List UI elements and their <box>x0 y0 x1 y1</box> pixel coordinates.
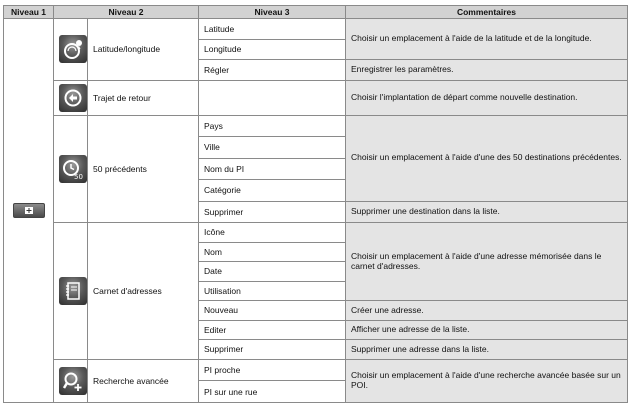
level3-item <box>199 80 346 115</box>
table-row <box>4 80 628 115</box>
globe-pin-icon <box>59 35 87 63</box>
level2-previous-50: 50 précédents <box>88 115 199 223</box>
navigation-menu-icon <box>13 203 45 218</box>
header-level1: Niveau 1 <box>4 6 54 19</box>
level3-item: Ville <box>199 137 346 159</box>
level3-item: Nom <box>199 242 346 262</box>
level3-item: Nouveau <box>199 301 346 321</box>
comment-cell: Créer une adresse. <box>346 301 628 321</box>
level2-icon-cell <box>54 223 88 360</box>
level2-icon-cell <box>54 115 88 223</box>
svg-text:50: 50 <box>74 172 83 181</box>
level3-item: Longitude <box>199 39 346 60</box>
comment-cell: Supprimer une adresse dans la liste. <box>346 340 628 360</box>
comment-cell: Choisir l'implantation de départ comme nouvelle destination. <box>346 80 628 115</box>
comment-cell: Choisir un emplacement à l'aide de la latitude et de la longitude. <box>346 19 628 60</box>
table-row <box>4 19 628 40</box>
level2-icon-cell <box>54 19 88 81</box>
level1-cell <box>4 19 54 403</box>
level3-item: Catégorie <box>199 180 346 202</box>
level2-return-trip: Trajet de retour <box>88 80 199 115</box>
level3-item: Utilisation <box>199 281 346 301</box>
level3-item: Editer <box>199 320 346 340</box>
header-level2: Niveau 2 <box>54 6 199 19</box>
comment-cell: Choisir un emplacement à l'aide d'une des 50 destinations précédentes. <box>346 115 628 201</box>
level3-item: Pays <box>199 115 346 137</box>
level2-address-book: Carnet d'adresses <box>88 223 199 360</box>
advanced-search-icon <box>59 367 87 395</box>
comment-cell: Afficher une adresse de la liste. <box>346 320 628 340</box>
level2-icon-cell <box>54 359 88 402</box>
return-trip-icon <box>59 84 87 112</box>
level3-item: PI sur une rue <box>199 381 346 403</box>
level3-item: Régler <box>199 60 346 81</box>
table-row <box>4 223 628 243</box>
table-row <box>4 359 628 381</box>
history-50-icon <box>59 155 87 183</box>
level3-item: PI proche <box>199 359 346 381</box>
level3-item: Date <box>199 262 346 282</box>
level3-item: Icône <box>199 223 346 243</box>
level2-icon-cell <box>54 80 88 115</box>
header-comments: Commentaires <box>346 6 628 19</box>
comment-cell: Enregistrer les paramètres. <box>346 60 628 81</box>
address-book-icon <box>59 277 87 305</box>
level2-advanced-search: Recherche avancée <box>88 359 199 402</box>
table-row <box>4 115 628 137</box>
level3-item: Supprimer <box>199 201 346 223</box>
level3-item: Supprimer <box>199 340 346 360</box>
header-level3: Niveau 3 <box>199 6 346 19</box>
level3-item: Nom du PI <box>199 158 346 180</box>
comment-cell: Choisir un emplacement à l'aide d'une recherche avancée basée sur un POI. <box>346 359 628 402</box>
level2-latitude-longitude: Latitude/longitude <box>88 19 199 81</box>
level3-item: Latitude <box>199 19 346 40</box>
comment-cell: Choisir un emplacement à l'aide d'une adresse mémorisée dans le carnet d'adresses. <box>346 223 628 301</box>
comment-cell: Supprimer une destination dans la liste. <box>346 201 628 223</box>
navigation-menu-table <box>3 5 628 403</box>
header-row <box>4 6 628 19</box>
